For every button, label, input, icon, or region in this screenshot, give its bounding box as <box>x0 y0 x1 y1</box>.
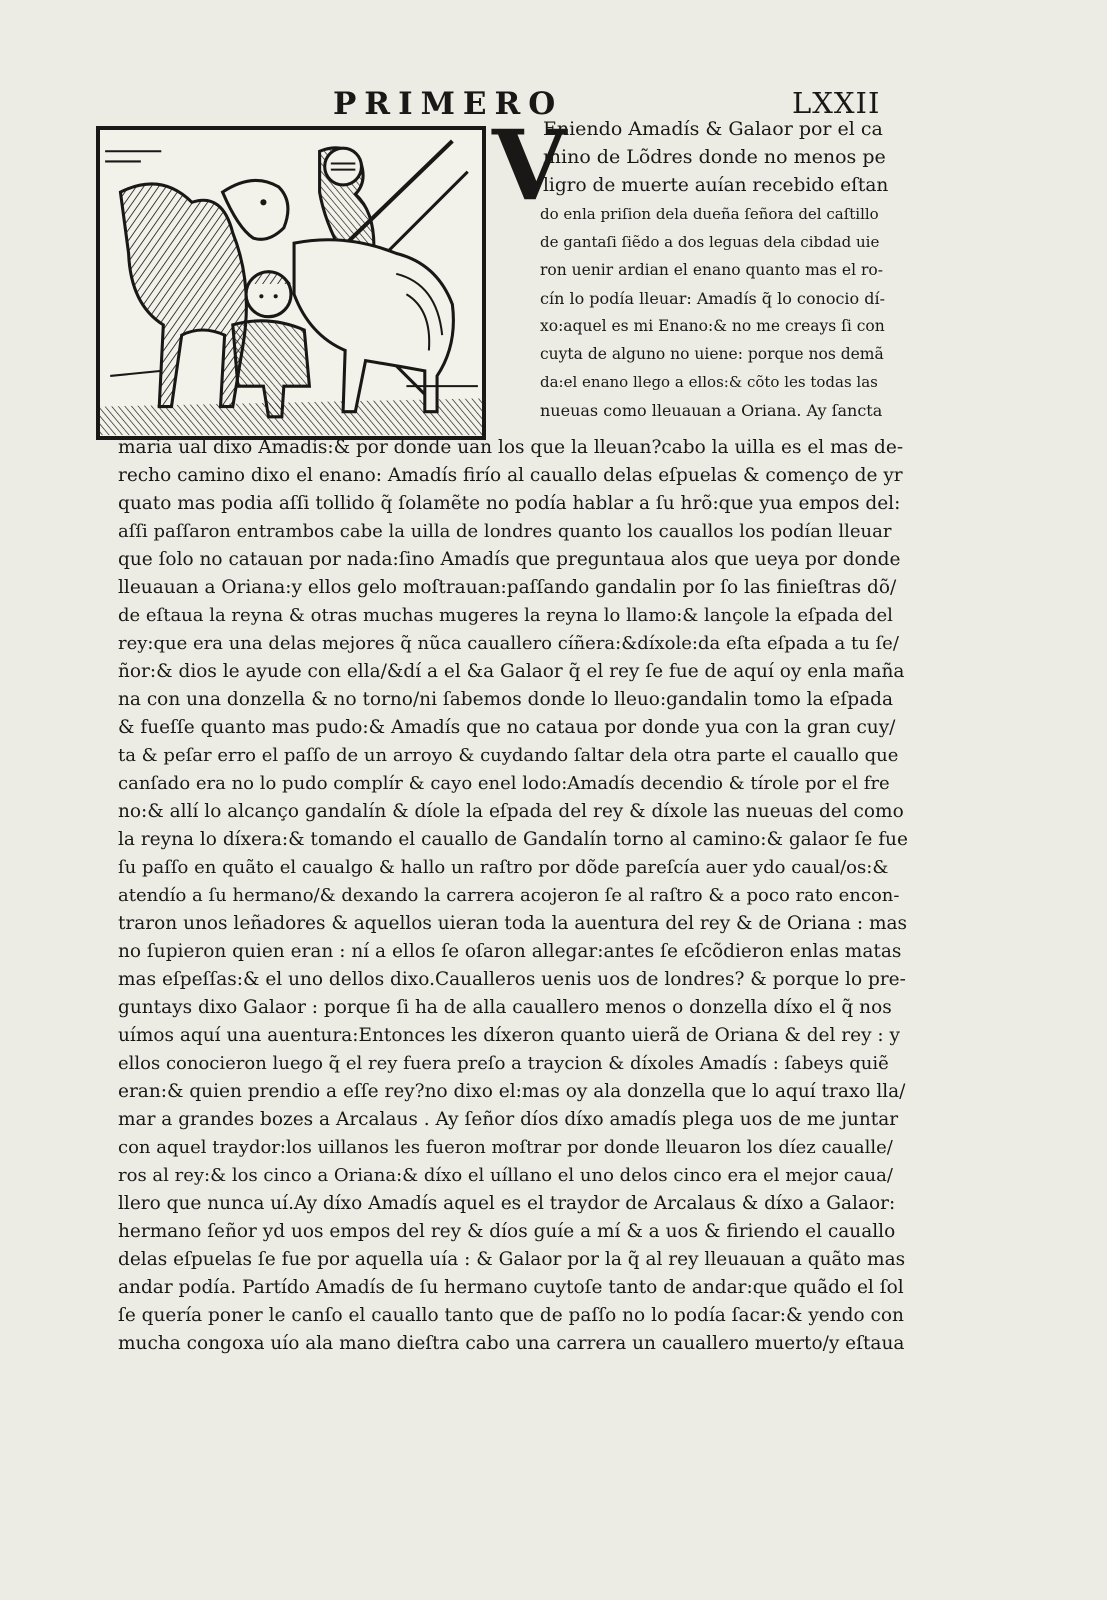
text-line: Eniendo Amadís & Galaor por el ca <box>543 118 883 140</box>
text-line: ta & peſar erro el paſſo de un arroyo & cuydando ſaltar dela otra parte el cauallo que <box>118 745 899 766</box>
text-line: cín lo podía lleuar: Amadís q̃ lo conocio dí- <box>540 289 886 308</box>
text-line: ſu paſſo en quãto el caualgo & hallo un raſtro por dõde pareſcía auer ydo caual/os:& <box>118 857 889 878</box>
text-line: lleuauan a Oriana:y ellos gelo moſtrauan:paſſando gandalin por ſo las finieſtras dõ/ <box>118 577 897 598</box>
text-line: rey:que era una delas mejores q̃ nũca cauallero cíñera:&díxole:da eſta eſpada a tu ſe/ <box>118 633 899 654</box>
text-line: quato mas podia aſſi tollido q̃ ſolamẽte no podía hablar a ſu hrõ:que yua empos del: <box>118 493 901 514</box>
woodcut-illustration-riders-and-dwarf-icon <box>100 130 482 436</box>
text-line: mucha congoxa uío ala mano dieſtra cabo una carrera un cauallero muerto/y eſtaua <box>118 1333 905 1354</box>
text-line: ſe quería poner le canſo el cauallo tanto que de paſſo no lo podía ſacar:& yendo con <box>118 1305 904 1326</box>
text-line: ros al rey:& los cinco a Oriana:& díxo el uíllano el uno delos cinco era el mejor caua/ <box>118 1165 893 1186</box>
text-line: mas eſpeſſas:& el uno dellos dixo.Caualleros uenis uos de londres? & porque lo pre- <box>118 969 906 990</box>
text-line: canſado era no lo pudo complír & cayo enel lodo:Amadís decendio & tírole por el fre <box>118 773 890 794</box>
text-line: que ſolo no catauan por nada:ſino Amadís que preguntaua alos que ueya por donde <box>118 549 901 570</box>
text-line: da:el enano llego a ellos:& cõto les todas las <box>540 373 878 391</box>
text-line: nueuas como lleuauan a Oriana. Ay ſancta <box>540 401 883 420</box>
text-line: mar a grandes bozes a Arcalaus . Ay ſeñor díos díxo amadís plega uos de me juntar <box>118 1109 899 1130</box>
text-line: atendío a ſu hermano/& dexando la carrera acojeron ſe al raſtro & a poco rato encon- <box>118 885 900 906</box>
text-line: no ſupieron quien eran : ní a ellos ſe oſaron allegar:antes ſe eſcõdieron enlas matas <box>118 941 902 962</box>
folio-number: LXXII <box>792 86 881 120</box>
text-line: hermano ſeñor yd uos empos del rey & díos guíe a mí & a uos & firiendo el cauallo <box>118 1221 896 1242</box>
text-line: la reyna lo díxera:& tomando el cauallo de Gandalín torno al camino:& galaor ſe fue <box>118 829 908 850</box>
text-line: de gantaſi ſiẽdo a dos leguas dela cibdad uie <box>540 233 880 251</box>
text-line: con aquel traydor:los uillanos les fueron moſtrar por donde lleuaron los díez caualle/ <box>118 1137 893 1158</box>
text-line: ron uenir ardian el enano quanto mas el ro- <box>540 261 883 279</box>
text-line: aſſi paſſaron entrambos cabe la uilla de londres quanto los cauallos los podían lleuar <box>118 521 892 542</box>
text-line: eran:& quien prendio a eſſe rey?no dixo el:mas oy ala donzella que lo aquí traxo lla/ <box>118 1081 906 1102</box>
text-line: ligro de muerte auían recebido eſtan <box>543 175 889 196</box>
text-line: traron unos leñadores & aquellos uieran toda la auentura del rey & de Oriana : mas <box>118 913 908 934</box>
text-line: andar podía. Partído Amadís de ſu hermano cuytoſe tanto de andar:que quãdo el ſol <box>118 1277 904 1298</box>
text-line: llero que nunca uí.Ay díxo Amadís aquel es el traydor de Arcalaus & díxo a Galaor: <box>118 1193 896 1214</box>
text-line: de eſtaua la reyna & otras muchas mugeres la reyna lo llamo:& lançole la eſpada del <box>118 605 893 626</box>
text-line: do enla priſion dela dueña ſeñora del caſtillo <box>540 205 879 223</box>
text-line: guntays dixo Galaor : porque ſi ha de alla cauallero menos o donzella díxo el q̃ nos <box>118 997 892 1018</box>
text-line: xo:aquel es mi Enano:& no me creays ſi con <box>540 317 885 335</box>
drop-cap-initial: V <box>492 109 567 222</box>
text-line: maria ual díxo Amadís:& por donde uan los que la lleuan?cabo la uilla es el mas de- <box>118 437 904 458</box>
text-line: & fueſſe quanto mas pudo:& Amadís que no cataua por donde yua con la gran cuy/ <box>118 717 896 738</box>
text-line: ñor:& dios le ayude con ella/&dí a el &a Galaor q̃ el rey ſe fue de aquí oy enla maña <box>118 661 905 682</box>
text-line: ellos conocieron luego q̃ el rey fuera preſo a traycion & díxoles Amadís : ſabeys quiẽ <box>118 1053 889 1074</box>
text-line: mino de Lõdres donde no menos pe <box>543 146 886 168</box>
woodcut-illustration <box>96 126 486 440</box>
text-line: delas eſpuelas ſe fue por aquella uía : & Galaor por la q̃ al rey lleuauan a quãto mas <box>118 1249 906 1270</box>
text-line: cuyta de alguno no uiene: porque nos demã <box>540 345 884 363</box>
text-line: no:& allí lo alcanço gandalín & díole la eſpada del rey & díxole las nueuas del como <box>118 801 904 822</box>
text-line: na con una donzella & no torno/ni ſabemos donde lo lleuo:gandalin tomo la eſpada <box>118 689 893 710</box>
running-title: PRIMERO <box>333 86 564 122</box>
text-line: uímos aquí una auentura:Entonces les díxeron quanto uierã de Oriana & del rey : y <box>118 1025 900 1046</box>
text-line: recho camino dixo el enano: Amadís firío al cauallo delas eſpuelas & començo de yr <box>118 465 903 486</box>
